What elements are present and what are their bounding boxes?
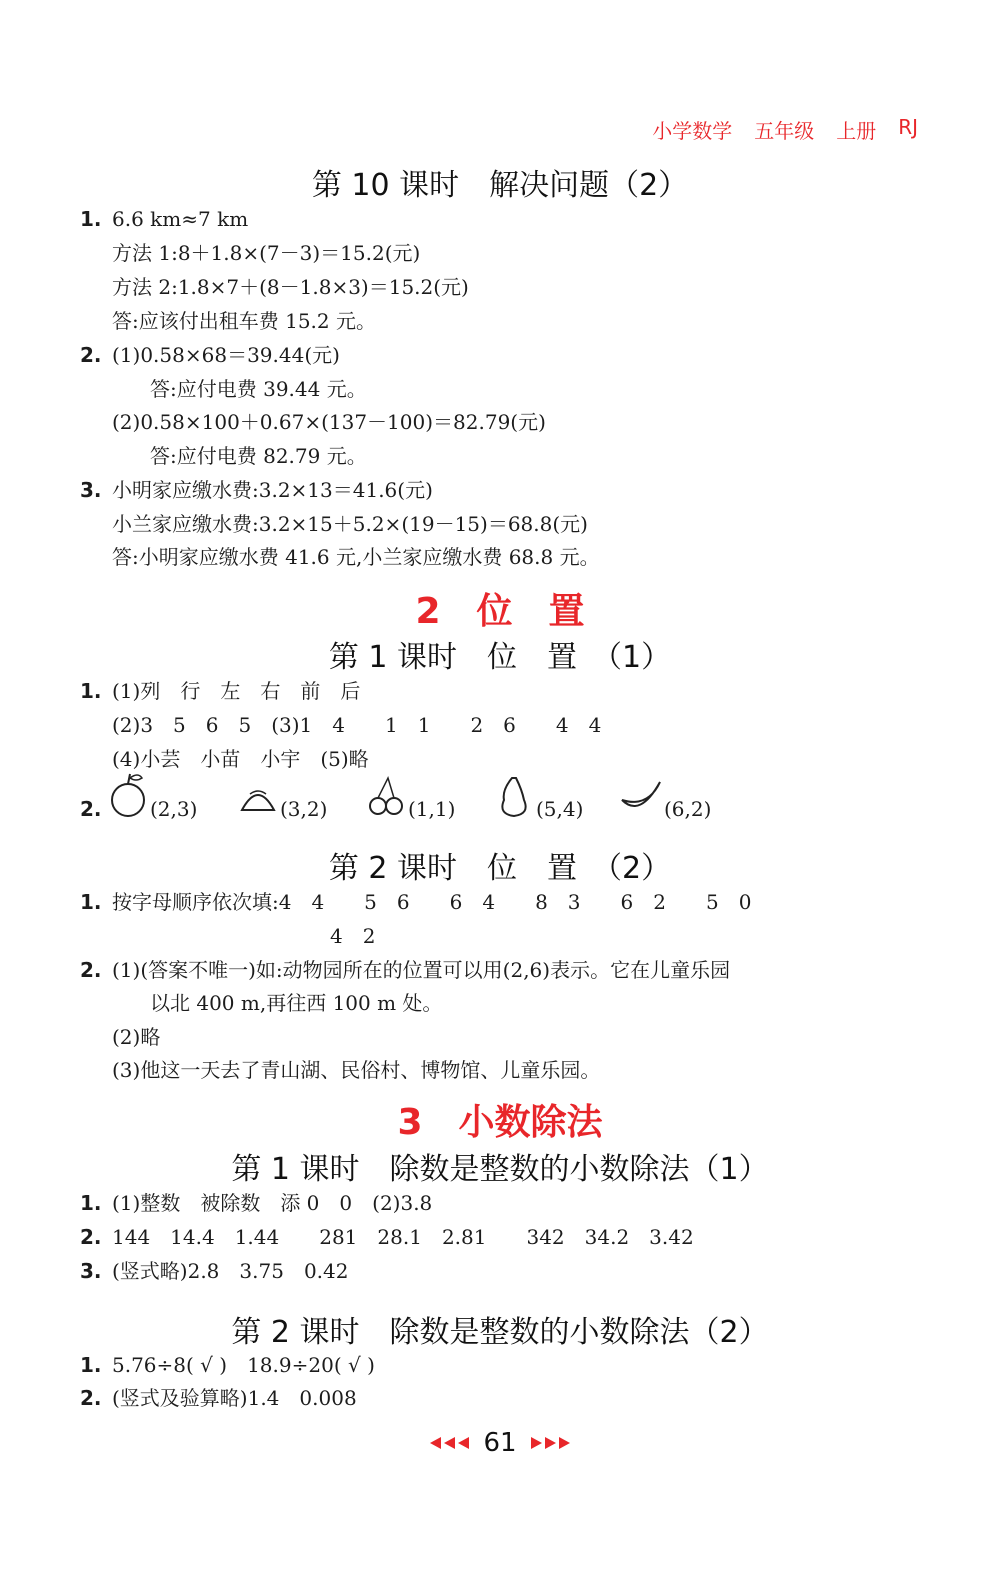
cherry-icon bbox=[366, 770, 406, 820]
answer-line: 5.76÷8( √ ) 18.9÷20( √ ) bbox=[112, 1353, 375, 1377]
answer-line: (1)列 行 左 右 前 后 bbox=[112, 679, 361, 703]
pear-icon bbox=[492, 770, 536, 820]
answer-line: (2)0.58×100＋0.67×(137－100)＝82.79(元) bbox=[112, 410, 546, 434]
answer-line: 6.6 km≈7 km bbox=[112, 207, 249, 231]
header-edition: RJ bbox=[898, 115, 918, 139]
answer-line: (1)整数 被除数 添 0 0 (2)3.8 bbox=[112, 1191, 433, 1215]
answer-line: (2)3 5 6 5 (3)1 4 1 1 2 6 4 4 bbox=[112, 713, 602, 737]
answer-line: (1)(答案不唯一)如:动物园所在的位置可以用(2,6)表示。它在儿童乐园 bbox=[112, 958, 731, 982]
arrow-left-icon bbox=[430, 1437, 469, 1449]
lesson-title: 第 1 课时 位 置 （1） bbox=[328, 640, 672, 675]
header-subject: 小学数学 bbox=[652, 119, 733, 143]
answer-line: 按字母顺序依次填:4 4 5 6 6 4 8 3 6 2 5 0 bbox=[112, 890, 752, 914]
lesson-title: 第 10 课时 解决问题（2） bbox=[311, 168, 689, 203]
header-grade: 五年级 bbox=[754, 119, 815, 143]
answer-line: 答:小明家应缴水费 41.6 元,小兰家应缴水费 68.8 元。 bbox=[112, 545, 600, 569]
page-number: 61 bbox=[483, 1428, 517, 1458]
answer-line: (4)小芸 小苗 小宇 (5)略 bbox=[112, 747, 369, 771]
answer-line: 小兰家应缴水费:3.2×15＋5.2×(19－15)＝68.8(元) bbox=[112, 512, 588, 536]
question-number: 2. bbox=[80, 1386, 102, 1410]
question-number: 2. bbox=[80, 797, 102, 821]
answer-line: 方法 1:8＋1.8×(7－3)＝15.2(元) bbox=[112, 241, 421, 265]
chapter-title: 2 位 置 bbox=[415, 591, 585, 632]
answer-line: 144 14.4 1.44 281 28.1 2.81 342 34.2 3.42 bbox=[112, 1225, 694, 1249]
lesson-title: 第 1 课时 除数是整数的小数除法（1） bbox=[231, 1152, 769, 1187]
answer-line: 答:应付电费 39.44 元。 bbox=[150, 377, 367, 401]
question-number: 3. bbox=[80, 1259, 102, 1283]
apple-icon bbox=[108, 770, 152, 820]
coordinate-label: (1,1) bbox=[408, 797, 456, 821]
page-number-footer bbox=[0, 1428, 1000, 1458]
answer-line: (1)0.58×68＝39.44(元) bbox=[112, 343, 340, 367]
header-volume: 上册 bbox=[836, 119, 877, 143]
question-number: 1. bbox=[80, 890, 102, 914]
question-number: 1. bbox=[80, 1191, 102, 1215]
arrow-right-icon bbox=[531, 1437, 570, 1449]
answer-line: 方法 2:1.8×7＋(8－1.8×3)＝15.2(元) bbox=[112, 275, 469, 299]
question-number: 3. bbox=[80, 478, 102, 502]
chapter-title: 3 小数除法 bbox=[397, 1102, 603, 1143]
answer-line: (3)他这一天去了青山湖、民俗村、博物馆、儿童乐园。 bbox=[112, 1058, 601, 1082]
peach-icon bbox=[236, 770, 280, 820]
question-number: 1. bbox=[80, 1353, 102, 1377]
answer-line: 答:应付电费 82.79 元。 bbox=[150, 444, 367, 468]
answer-line: (竖式略)2.8 3.75 0.42 bbox=[112, 1259, 349, 1283]
answer-line: 以北 400 m,再往西 100 m 处。 bbox=[150, 991, 443, 1015]
coordinate-label: (6,2) bbox=[664, 797, 712, 821]
lesson-title: 第 2 课时 除数是整数的小数除法（2） bbox=[231, 1315, 769, 1350]
lesson-title: 第 2 课时 位 置 （2） bbox=[328, 851, 672, 886]
coordinate-label: (2,3) bbox=[150, 797, 198, 821]
answer-line: (竖式及验算略)1.4 0.008 bbox=[112, 1386, 357, 1410]
coordinate-label: (3,2) bbox=[280, 797, 328, 821]
question-number: 2. bbox=[80, 958, 102, 982]
question-number: 2. bbox=[80, 343, 102, 367]
answer-line: 小明家应缴水费:3.2×13＝41.6(元) bbox=[112, 478, 433, 502]
question-number: 1. bbox=[80, 207, 102, 231]
question-number: 1. bbox=[80, 679, 102, 703]
coordinate-label: (5,4) bbox=[536, 797, 584, 821]
answer-line: 答:应该付出租车费 15.2 元。 bbox=[112, 309, 376, 333]
answer-line: (2)略 bbox=[112, 1025, 161, 1049]
question-number: 2. bbox=[80, 1225, 102, 1249]
page-header bbox=[652, 115, 918, 144]
answer-line: 4 2 bbox=[330, 924, 376, 948]
banana-icon bbox=[618, 770, 664, 820]
